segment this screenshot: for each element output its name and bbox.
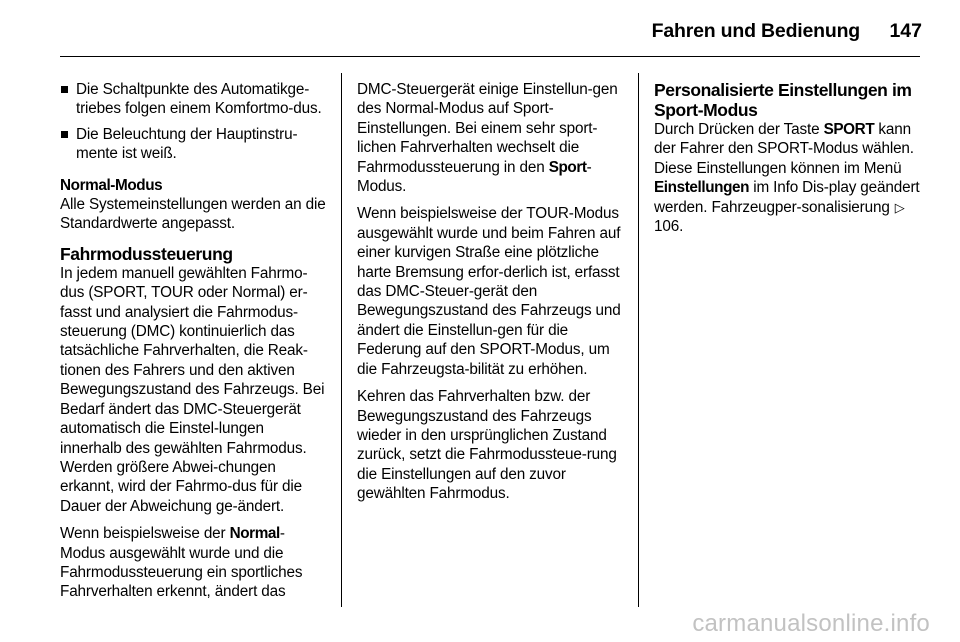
personalized-settings-heading: Personalisierte Einstellungen im Sport-Modus [654, 80, 912, 120]
sport-button-term: SPORT [823, 121, 875, 138]
driving-mode-control-text: In jedem manuell gewählten Fahrmo-dus (SPORT, TOUR oder Normal) er-fasst und analysiert die Fahrmodus-steuerung (DMC) kontinuierlich das tatsächliche Fahrverhalten, die Reak-tionen des Fahrers und den aktiven Bewegungszustand des Fahrzeugs. Bei Bedarf ändert das DMC-Steuergerät automatisch die Einstel-lungen innerhalb des gewählten Fahrmodus. Werden größere Abwei-chungen erkannt, wird der Fahrmo-dus für die Dauer der Abweichung ge-ändert. [60, 264, 325, 515]
text-column-3 [654, 80, 920, 244]
page-number: 147 [889, 20, 922, 42]
text-span: kann der Fahrer den SPORT-Modus wählen. Diese Einstellungen können im Menü [654, 121, 914, 177]
text-column-1 [60, 80, 328, 610]
settings-menu-term: Einstellungen [654, 179, 750, 197]
bullet-text: Die Schaltpunkte des Automatikge-triebes folgen einem Komfortmo-dus. [76, 81, 322, 118]
text-span: -Modus. [357, 158, 592, 196]
watermark: carmanualsonline.info [692, 610, 930, 637]
text-span: Wenn beispielsweise der [60, 525, 230, 543]
text-span: DMC-Steuergerät einige Einstellun-gen des Normal-Modus auf Sport-Einstellungen. Bei einem sehr sport-lichen Fahrverhalten wechselt die Fahrmodussteuerung in den [357, 81, 618, 176]
normal-mode-text: Alle Systemeinstellungen werden an die Standardwerte angepasst. [60, 196, 326, 233]
bullet-item [60, 125, 328, 164]
driving-mode-control-heading: Fahrmodussteuerung [60, 243, 233, 264]
restore-paragraph: Kehren das Fahrverhalten bzw. der Bewegungszustand des Fahrzeugs wieder in den ursprünglichen Zustand zurück, setzt die Fahrmodussteue-rung die Einstellungen auf den zuvor gewählten Fahrmodus. [357, 388, 617, 503]
column-divider-2 [638, 73, 639, 607]
square-bullet-icon [61, 86, 68, 93]
text-column-2 [357, 80, 625, 512]
header-divider [60, 56, 920, 57]
bullet-text: Die Beleuchtung der Hauptinstru-mente ist weiß. [76, 125, 298, 163]
page-reference: 106. [654, 218, 684, 236]
bold-term: Normal [229, 525, 280, 543]
column-divider-1 [341, 73, 342, 607]
normal-example-paragraph [60, 524, 328, 602]
text-span: -Modus ausgewählt wurde und die Fahrmodussteuerung ein sportliches Fahrverhalten erkennt, ändert das [60, 525, 303, 601]
sport-switch-paragraph [357, 80, 625, 196]
text-span: Durch Drücken der Taste [654, 121, 824, 138]
arrow-reference-icon: ▷ [894, 199, 905, 215]
normal-mode-heading: Normal-Modus [60, 176, 163, 194]
tour-example-paragraph: Wenn beispielsweise der TOUR-Modus ausgewählt wurde und beim Fahren auf einer kurvigen Straße eine plötzliche harte Bremsung erfor-derlich ist, erfasst das DMC-Steuer-gerät den Bewegungszustand des Fahrzeugs und ändert die Einstellun-gen für die Federung auf den SPORT-Modus, um die Fahrzeugsta-bilität zu erhöhen. [357, 205, 621, 378]
square-bullet-icon [61, 131, 68, 138]
bullet-item [60, 80, 328, 119]
personalized-settings-text [654, 120, 920, 236]
bold-term: Sport [548, 158, 587, 176]
header-title: Fahren und Bedienung [651, 20, 860, 42]
text-span: im Info Dis-play geändert werden. Fahrzeugper-sonalisierung [654, 179, 920, 216]
